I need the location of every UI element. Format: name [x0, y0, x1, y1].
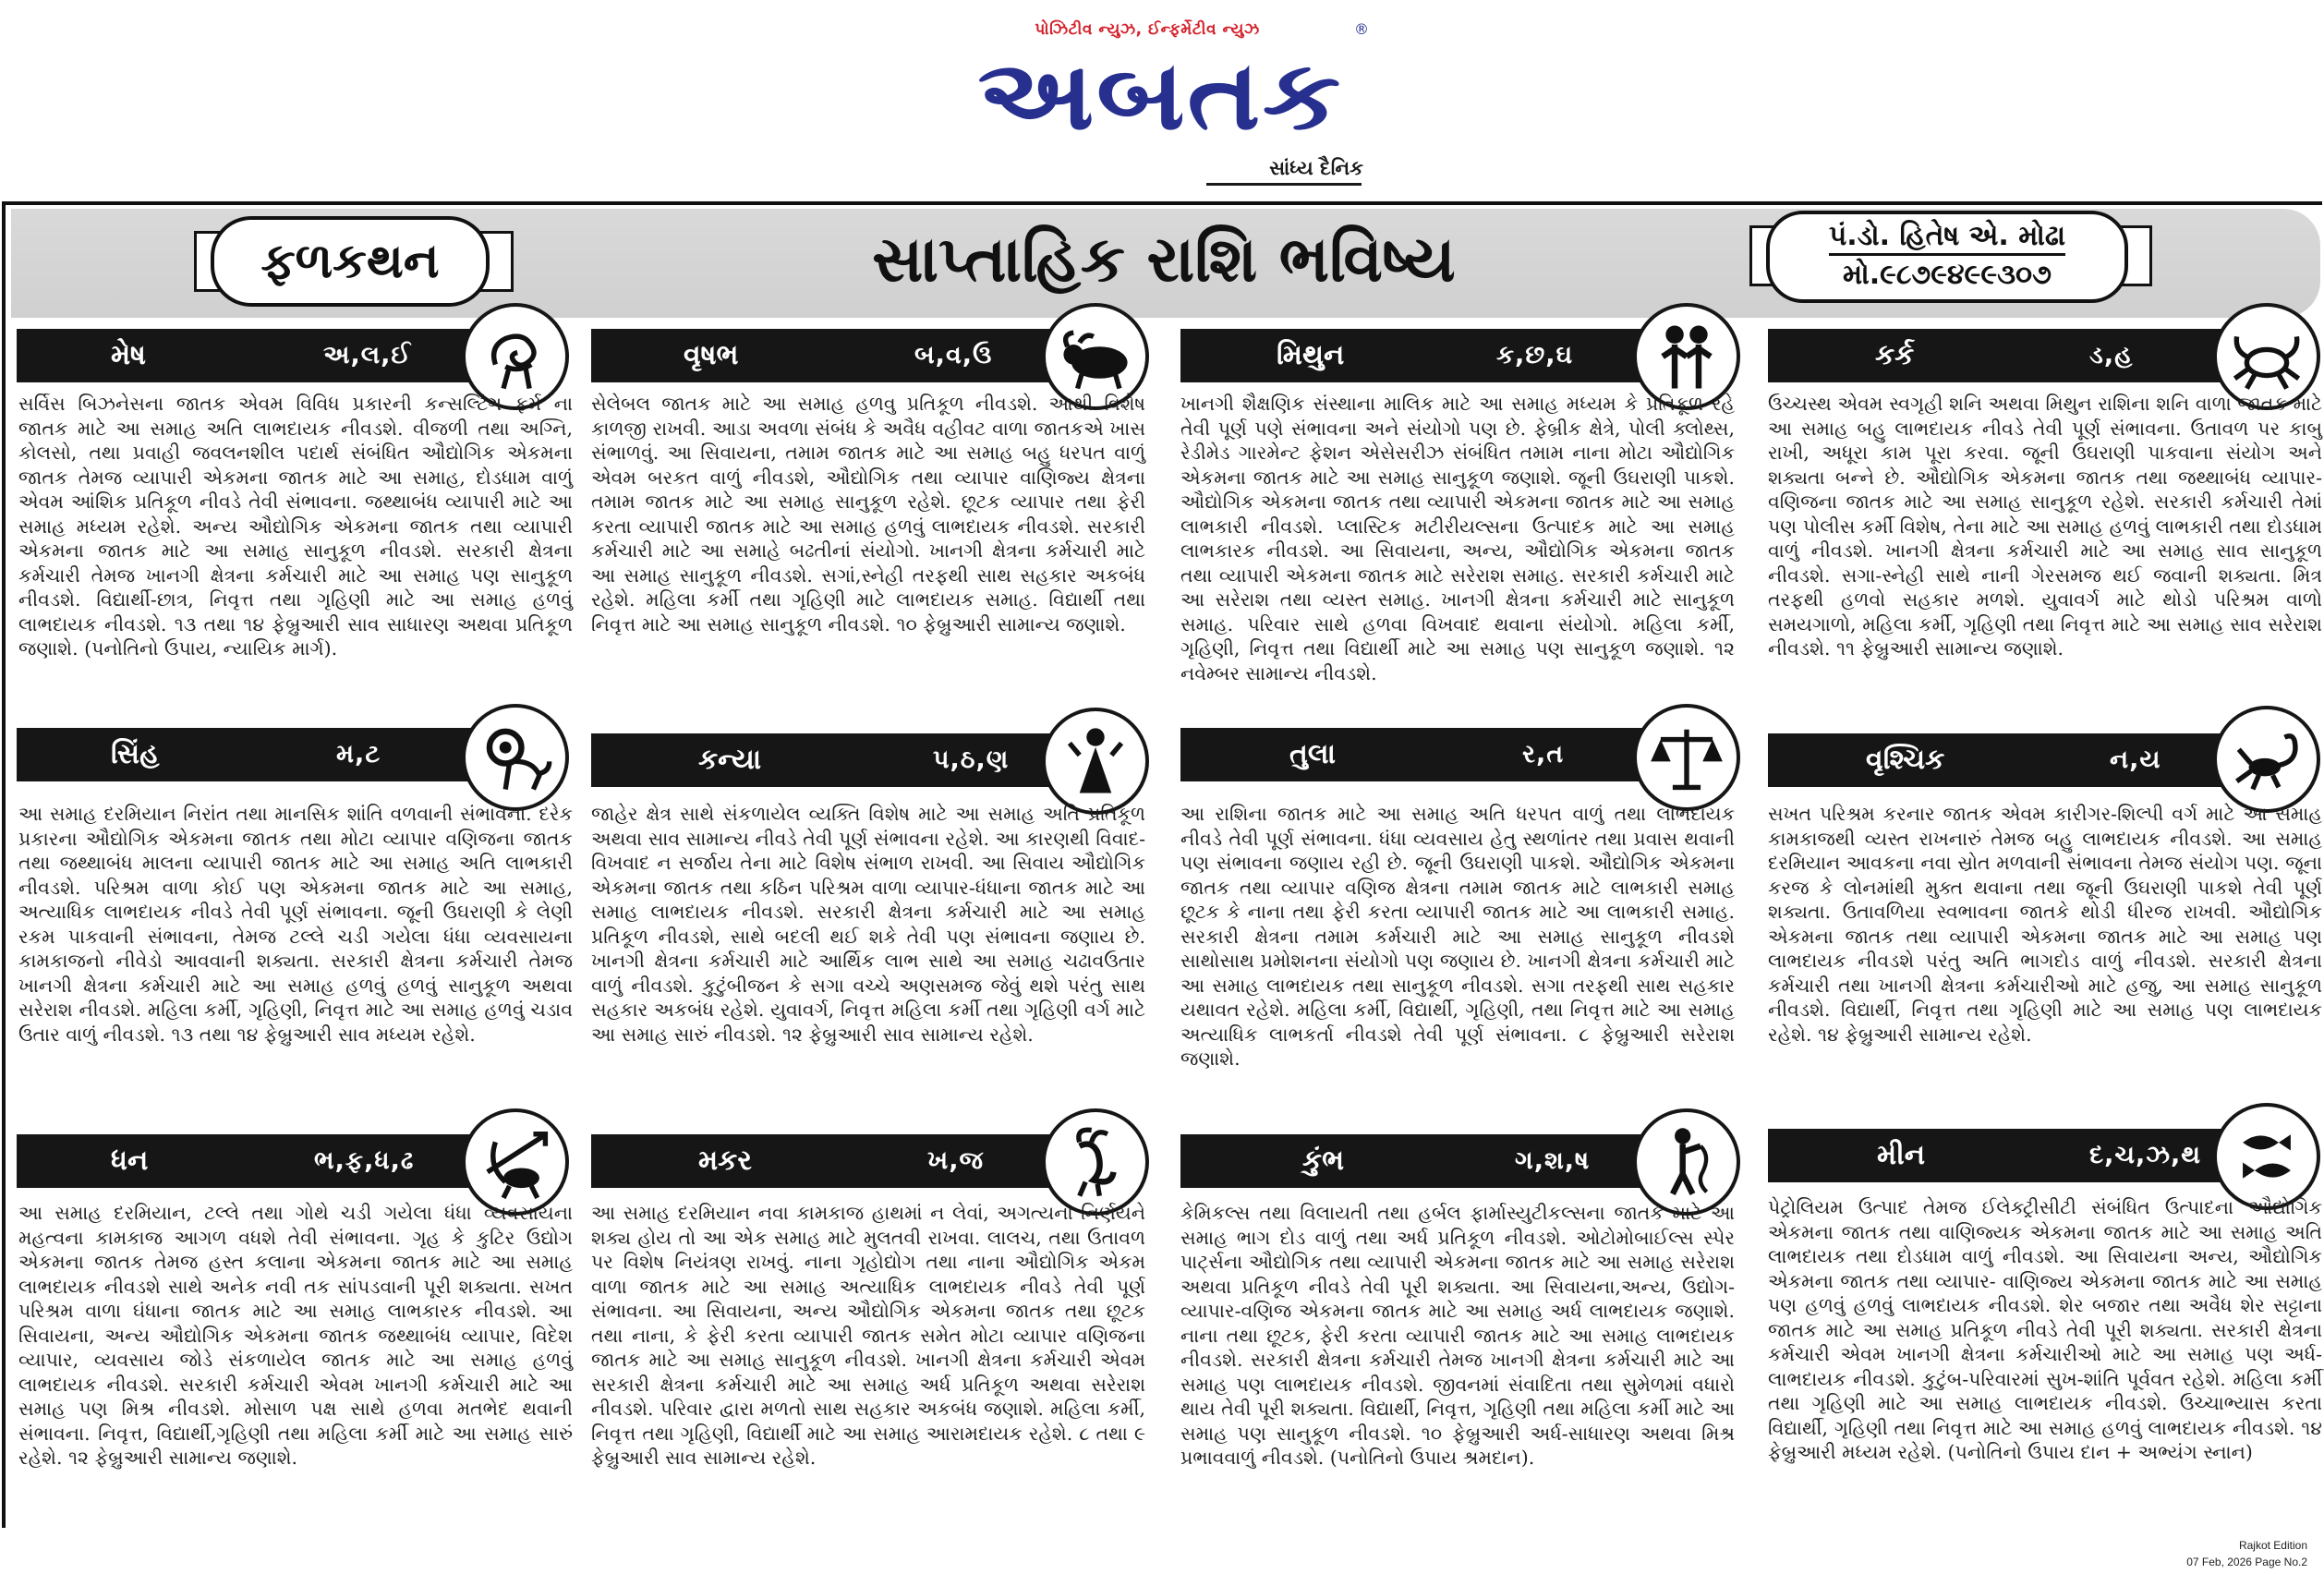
sign-name: મીન: [1877, 1139, 1926, 1171]
sign-header-sinh: [17, 728, 497, 781]
sign-header-vrushchik: [1768, 733, 2248, 787]
scorpion-icon: [2213, 706, 2320, 813]
sign-letters: ક,છ,ઘ: [1496, 341, 1574, 369]
sign-letters: ડ,હ: [2089, 341, 2134, 369]
water-bearer-icon: [1633, 1108, 1740, 1216]
sign-text-mesh: સર્વિસ બિઝનેસના જાતક એવમ વિવિધ પ્રકારની કન્સલ્ટિંગ ફર્મ ના જાતક માટે આ સમાહ અતિ લાભદાયક નીવડશે. વીજળી તથા અગ્નિ, કોલસો, તથા પ્રવાહી જવલનશીલ પદાર્થ સંબંધિત ઔદ્યોગિક એકમના જાતક તેમજ વ્યાપારી એકમના જાતક માટે આ સમાહ, દોડધામ વાળું એવમ આંશિક પ્રતિકૂળ નીવડે તેવી સંભાવના. જથ્થાબંધ વ્યાપારી માટે આ સમાહ મધ્યમ રહેશે. અન્ય ઔદ્યોગિક એકમના જાતક તથા વ્યાપારી એકમના જાતક માટે આ સમાહ સાનુકૂળ નીવડશે. સરકારી ક્ષેત્રના કર્મચારી તેમજ ખાનગી ક્ષેત્રના કર્મચારી માટે આ સમાહ પણ સાનુકૂળ નીવડશે. વિદ્યાર્થી-છાત્ર, નિવૃત્ત તથા ગૃહિણી માટે આ સમાહ હળવું લાભદાયક નીવડશે. ૧૩ તથા ૧૪ ફેબ્રુઆરી સાવ સાધારણ અથવા પ્રતિકૂળ જણાશે. (પનોતિનો ઉપાય, ન્યાયિક માર્ગ).: [18, 393, 573, 660]
sign-letters: મ,ટ: [336, 740, 381, 769]
sign-name: મિથુન: [1277, 339, 1345, 371]
maiden-icon: [1042, 708, 1149, 815]
sign-letters: ર,ત: [1522, 740, 1565, 769]
sign-name: કર્ક: [1875, 339, 1915, 371]
sign-letters: ભ,ફ,ધ,ઢ: [314, 1146, 415, 1175]
edition-label: Rajkot Edition: [2238, 1539, 2307, 1552]
sign-letters: દ,ચ,ઝ,થ: [2089, 1141, 2201, 1169]
sign-letters: ગ,શ,ષ: [1515, 1146, 1591, 1175]
sign-text-tula: આ રાશિના જાતક માટે આ સમાહ અતિ ધરપત વાળું તથા લાભદાયક નીવડે તેવી પૂર્ણ સંભાવના. ધંધા વ્યવસાય હેતુ સ્થળાંતર તથા પ્રવાસ થવાની પણ સંભાવના જણાય રહી છે. જૂની ઉઘરાણી પાકશે. ઔદ્યોગિક એકમના જાતક તથા વ્યાપાર વણિજ ક્ષેત્રના તમામ જાતક માટે લાભકારી સમાહ છૂટક કે નાના તથા ફેરી કરતા વ્યાપારી જાતક માટે આ લાભકારી સમાહ. સરકારી ક્ષેત્રના તમામ કર્મચારી માટે આ સમાહ સાનુકૂળ નીવડશે સાથોસાથ પ્રમોશનના સંયોગો પણ જણાય છે. ખાનગી ક્ષેત્રના કર્મચારી માટે આ સમાહ લાભદાયક તથા સાનુકૂળ નીવડશે. સગા તરફથી સાથ સહકાર યથાવત રહેશે. મહિલા કર્મી, વિદ્યાર્થી, ગૃહિણી, તથા નિવૃત્ત માટે આ સમાહ અત્યાધિક લાભકર્તા નીવડશે તેવી પૂર્ણ સંભાવના. ૮ ફેબ્રુઆરી સરેરાશ જણાશે.: [1180, 803, 1735, 1070]
sign-name: વૃષભ: [684, 339, 739, 371]
section-label: ફળકથન: [260, 234, 440, 289]
sign-name: ધન: [111, 1144, 149, 1177]
sign-letters: ન,ય: [2110, 745, 2161, 774]
sign-text-meen: પેટ્રોલિયમ ઉત્પાદ તેમજ ઈલેક્ટ્રીસીટી સંબંધિત ઉત્પાદના ઔદ્યોગિક એકમના જાતક તથા વાણિજ્યક એકમના જાતક માટે આ સમાહ અતિ લાભદાયક તથા દોડધામ વાળું નીવડશે. આ સિવાયના અન્ય, ઔદ્યોગિક એકમના જાતક તથા વ્યાપાર- વાણિજ્ય એકમના જાતક માટે આ સમાહ પણ હળવું હળવું લાભદાયક નીવડશે. શેર બજાર તથા અવૈધ શેર સટ્ટાના જાતક માટે આ સમાહ પ્રતિકૂળ નીવડે તેવી પૂરી શક્યતા. સરકારી ક્ષેત્રના કર્મચારી એવમ ખાનગી ક્ષેત્રના કર્મચારીઓ માટે આ સમાહ પણ અર્ધ-લાભદાયક નીવડશે. કુટુંબ-પરિવારમાં સુખ-શાંતિ પૂર્વવત રહેશે. મહિલા કર્મી તથા ગૃહિણી માટે આ સમાહ લાભદાયક નીવડશે. ઉચ્ચાભ્યાસ કરતા વિદ્યાર્થી, ગૃહિણી તથા નિવૃત્ત માટે આ સમાહ હળવું લાભદાયક નીવડશે. ૧૪ ફેબ્રુઆરી મધ્યમ રહેશે. (પનોતિનો ઉપાય દાન + અભ્યંગ સ્નાન): [1768, 1196, 2322, 1463]
masthead-tagline: પોઝિટીવ ન્યુઝ, ઈન્ફર્મેટીવ ન્યુઝ: [1035, 20, 1260, 39]
masthead-underline: [1206, 183, 1362, 186]
sign-name: કુંભ: [1302, 1144, 1345, 1177]
sign-letters: અ,લ,ઈ: [323, 341, 412, 369]
sign-name: કન્યા: [698, 744, 762, 776]
astrologer-name: પં.ડો. હિતેષ એ. મોઢા: [1828, 220, 2066, 252]
sign-header-mithun: [1180, 329, 1661, 382]
newspaper-logo: અબતક: [977, 39, 1343, 151]
sign-letters: બ,વ,ઉ: [914, 341, 993, 369]
page-title: સાપ્તાહિક રાશિ ભવિષ્ય: [872, 224, 1456, 297]
lion-icon: [462, 704, 569, 811]
fish-icon: [2213, 1103, 2320, 1210]
astrologer-phone: મો.૯૮૭૯૪૯૯૩૦૭: [1843, 259, 2052, 291]
masthead: [0, 0, 2324, 201]
sign-text-dhan: આ સમાહ દરમિયાન, ટલ્લે તથા ગોથે ચડી ગયેલા ધંધા વ્યવસાયના મહત્વના કામકાજ આગળ વધશે તેવી સંભાવના. ગૃહ કે કુટિર ઉદ્યોગ એકમના જાતક તેમજ હસ્ત કલાના એકમના જાતક માટે આ સમાહ લાભદાયક નીવડશે સાથે અનેક નવી તક સાંપડવાની પૂરી શક્યતા. સખત પરિશ્રમ વાળા ઘંધાના જાતક માટે આ સમાહ લાભકારક નીવડશે. આ સિવાયના, અન્ય ઔદ્યોગિક એકમના જાતક જથ્થાબંધ વ્યાપાર, વિદેશ વ્યાપાર, વ્યવસાય જોડે સંકળાયેલ જાતક માટે આ સમાહ હળવું લાભદાયક નીવડશે. સરકારી કર્મચારી એવમ ખાનગી કર્મચારી માટે આ સમાહ પણ મિશ્ર નીવડશે. મોસાળ પક્ષ સાથે હળવા મતભેદ થવાની સંભાવના. નિવૃત્ત, વિદ્યાર્થી,ગૃહિણી તથા મહિલા કર્મી માટે આ સમાહ સારું રહેશે. ૧૨ ફેબ્રુઆરી સામાન્ય જણાશે.: [18, 1202, 573, 1469]
sign-header-tula: [1180, 728, 1661, 781]
sign-letters: ખ,જ: [927, 1146, 984, 1175]
scales-icon: [1633, 704, 1740, 811]
sign-name: તુલા: [1289, 738, 1336, 770]
masthead-subtitle: સાંધ્ય દૈનિક: [1269, 157, 1363, 179]
sign-text-vrushchik: સખત પરિશ્રમ કરનાર જાતક એવમ કારીગર-શિલ્પી વર્ગ માટે આ સમાહ કામકાજથી વ્યસ્ત રાખનારું તેમજ બહુ લાભદાયક નીવડશે. આ સમાહ દરમિયાન આવકના નવા સ્રોત મળવાની સંભાવના તેમજ સંયોગ પણ. જૂના કરજ કે લોનમાંથી મુક્ત થવાના તથા જૂની ઉઘરાણી પાકશે તેવી પૂર્ણ શક્યતા. ઉતાવળિયા સ્વભાવના જાતકે થોડી ધીરજ રાખવી. ઔદ્યોગિક એકમના જાતક તથા વ્યાપારી એકમના જાતક માટે આ સમાહ પણ લાભદાયક નીવડશે પરંતુ અતિ ભાગદોડ વાળું નીવડશે. સરકારી ક્ષેત્રના કર્મચારી તથા ખાનગી ક્ષેત્રના કર્મચારીઓ માટે હજુ, આ સમાહ સાનુકૂળ નીવડશે. વિદ્યાર્થી, નિવૃત્ત તથા ગૃહિણી માટે આ સમાહ પણ લાભદાયક રહેશે. ૧૪ ફેબ્રુઆરી સામાન્ય રહેશે.: [1768, 803, 2322, 1046]
sign-header-vrushabh: [591, 329, 1071, 382]
sign-header-mesh: [17, 329, 497, 382]
goat-icon: [1042, 1108, 1149, 1216]
sign-text-kanya: જાહેર ક્ષેત્ર સાથે સંકળાયેલ વ્યક્તિ વિશેષ માટે આ સમાહ અતિ પ્રતિકૂળ અથવા સાવ સામાન્ય નીવડે તેવી પૂર્ણ સંભાવના રહેશે. આ કારણથી વિવાદ-વિખવાદ ન સર્જાય તેના માટે વિશેષ સંભાળ રાખવી. આ સિવાય ઔદ્યોગિક એકમના જાતક તથા કઠિન પરિશ્રમ વાળા વ્યાપાર-ધંધાના જાતક માટે આ સમાહ લાભદાયક નીવડશે. સરકારી ક્ષેત્રના કર્મચારી માટે આ સમાહ પ્રતિકૂળ નીવડશે, સાથે બદલી થઈ શકે તેવી પણ સંભાવના જણાય છે. ખાનગી ક્ષેત્રના કર્મચારી માટે આર્થિક લાભ સાથે આ સમાહ ચઢાવઉતાર વાળું નીવડશે. કુટુંબીજન કે સગા વચ્ચે અણસમજ જેવું થશે પરંતુ સાથ સહકાર અકબંધ રહેશે. યુવાવર્ગ, નિવૃત્ત મહિલા કર્મી તથા ગૃહિણી વર્ગ માટે આ સમાહ સારું નીવડશે. ૧૨ ફેબ્રુઆરી સાવ સામાન્ય રહેશે.: [591, 803, 1145, 1046]
sign-text-mithun: ખાનગી શૈક્ષણિક સંસ્થાના માલિક માટે આ સમાહ મધ્યમ કે પ્રતિકૂળ રહે તેવી પૂર્ણ પણે સંભાવના અને સંયોગો પણ છે. ફેબ્રીક ક્ષેત્રે, પોલી ક્લોથ્સ, રેડીમેડ ગારમેન્ટ ફેશન એસેસરીઝ સંબંધિત તમામ નાના મોટા ઔદ્યોગિક એકમના જાતક માટે આ સમાહ સાનુકૂળ જણાશે. જૂની ઉઘરાણી પાકશે. ઔદ્યોગિક એકમના જાતક તથા વ્યાપારી એકમના જાતક માટે આ સમાહ લાભકારી નીવડશે. પ્લાસ્ટિક મટીરીયલ્સના ઉત્પાદક માટે આ સમાહ લાભકારક નીવડશે. આ સિવાયના, અન્ય, ઔદ્યોગિક એકમના જાતક તથા વ્યાપારી એકમના જાતક માટે સરેરાશ સમાહ. સરકારી કર્મચારી માટે આ સરેરાશ તથા વ્યસ્ત સમાહ. ખાનગી ક્ષેત્રના કર્મચારી માટે સાનુકૂળ સમાહ. પરિવાર સાથે હળવા વિખવાદ થવાના સંયોગો. મહિલા કર્મી, ગૃહિણી, નિવૃત્ત તથા વિદ્યાર્થી માટે આ સમાહ પણ સાનુકૂળ જણાશે. ૧૨ નવેમ્બર સામાન્ય નીવડશે.: [1180, 393, 1735, 684]
sign-header-makar: [591, 1134, 1071, 1188]
sign-text-vrushabh: સેલેબલ જાતક માટે આ સમાહ હળવુ પ્રતિકૂળ નીવડશે. આથી વિશેષ કાળજી રાખવી. આડા અવળા સંબંધ કે અવૈધ વહીવટ વાળા જાતકએ ખાસ સંભાળવું. આ સિવાયના, તમામ જાતક માટે આ સમાહ બહુ ધરપત વાળું એવમ બરકત વાળું નીવડશે, ઔદ્યોગિક તથા વ્યાપાર વાણિજ્ય ક્ષેત્રના તમામ જાતક માટે આ સમાહ સાનુકૂળ રહેશે. છૂટક વ્યાપાર તથા ફેરી કરતા વ્યાપારી જાતક માટે આ સમાહ હળવું લાભદાયક નીવડશે. સરકારી કર્મચારી માટે આ સમાહે બઢતીનાં સંયોગો. ખાનગી ક્ષેત્રના કર્મચારી માટે આ સમાહ સાનુકૂળ નીવડશે. સગાં,સ્નેહી તરફથી સાથ સહકાર અકબંધ રહેશે. મહિલા કર્મી તથા ગૃહિણી માટે લાભદાયક સમાહ. વિદ્યાર્થી તથા નિવૃત્ત માટે આ સમાહ સાનુકૂળ નીવડશે. ૧૦ ફેબ્રુઆરી સામાન્ય જણાશે.: [591, 393, 1145, 636]
sign-name: મકર: [698, 1144, 752, 1177]
astrologer-divider: [1829, 253, 2065, 256]
sign-letters: પ,ઠ,ણ: [933, 745, 1010, 774]
date-page-label: 07 Feb, 2026 Page No.2: [2186, 1556, 2307, 1568]
sign-text-sinh: આ સમાહ દરમિયાન નિરાંત તથા માનસિક શાંતિ વળવાની સંભાવના. દરેક પ્રકારના ઔદ્યોગિક એકમના જાતક તથા મોટા વ્યાપાર વણિજના જાતક તથા જથ્થાબંધ માલના વ્યાપારી જાતક માટે આ સમાહ અતિ લાભકારી નીવડશે. પરિશ્રમ વાળા કોઈ પણ એકમના જાતક માટે આ સમાહ, અત્યાધિક લાભદાયક નીવડે તેવી પૂર્ણ સંભાવના. જૂની ઉઘરાણી કે લેણી રકમ પાકવાની સંભાવના, તેમજ ટલ્લે ચડી ગયેલા ધંધા વ્યવસાયના કામકાજનો નીવેડો આવવાની શક્યતા. સરકારી ક્ષેત્રના કર્મચારી તેમજ ખાનગી ક્ષેત્રના કર્મચારી માટે આ સમાહ હળવું હળવું સાનુકૂળ અથવા સરેરાશ નીવડશે. મહિલા કર્મી, ગૃહિણી, નિવૃત્ત માટે આ સમાહ હળવું ચડાવ ઉતાર વાળું નીવડશે. ૧૩ તથા ૧૪ ફેબ્રુઆરી સાવ મધ્યમ રહેશે.: [18, 803, 573, 1046]
sign-name: સિંહ: [111, 738, 160, 770]
sign-text-kumbh: કેમિકલ્સ તથા વિલાયતી તથા હર્બલ ફાર્માસ્યુટીકલ્સના જાતક માટે આ સમાહ ભાગ દોડ વાળું તથા અર્ધ પ્રતિકૂળ નીવડશે. ઓટોમોબાઈલ્સ સ્પેર પાર્ટ્સના ઔદ્યોગિક તથા વ્યાપારી એકમના જાતક માટે આ સમાહ સરેરાશ અથવા પ્રતિકૂળ નીવડે તેવી પૂરી શક્યતા. આ સિવાયના,અન્ય, ઉદ્યોગ-વ્યાપાર-વણિજ એકમના જાતક માટે આ સમાહ અર્ધ લાભદાયક જણાશે. નાના તથા છૂટક, ફેરી કરતા વ્યાપારી જાતક માટે આ સમાહ લાભદાયક નીવડશે. સરકારી ક્ષેત્રના કર્મચારી તેમજ ખાનગી ક્ષેત્રના કર્મચારી માટે આ સમાહ પણ લાભદાયક નીવડશે. જીવનમાં સંવાદિતા તથા સુમેળમાં વધારો થાય તેવી પૂરી શક્યતા. વિદ્યાર્થી, નિવૃત્ત, ગૃહિણી તથા મહિલા કર્મી માટે આ સમાહ પણ સાનુકૂળ નીવડશે. ૧૦ ફેબ્રુઆરી અર્ધ-સાધારણ અથવા મિશ્ર પ્રભાવવાળું નીવડશે. (પનોતિનો ઉપાય શ્રમદાન).: [1180, 1202, 1735, 1469]
sign-text-kark: ઉચ્ચસ્થ એવમ સ્વગૃહી શનિ અથવા મિથુન રાશિના શનિ વાળા જાતક માટે આ સમાહ બહુ લાભદાયક નીવડે તેવી પૂર્ણ સંભાવના. ઉતાવળ પર કાબુ રાખી, અધૂરા કામ પૂરા કરવા. જૂની ઉઘરાણી પાકવાના સંયોગ અને શક્યતા બન્ને છે. ઔદ્યોગિક એકમના જાતક તથા જથ્થાબંધ વ્યાપાર-વણિજના જાતક માટે આ સમાહ સાનુકૂળ રહેશે. સરકારી કર્મચારી તેમાં પણ પોલીસ કર્મી વિશેષ, તેના માટે આ સમાહ હળવું લાભકારી તથા દોડધામ વાળું નીવડશે. ખાનગી ક્ષેત્રના કર્મચારી માટે આ સમાહ સાવ સાનુકૂળ નીવડશે. સગા-સ્નેહી સાથે નાની ગેરસમજ થઈ જવાની શક્યતા. મિત્ર તરફથી હળવો સહકાર મળશે. યુવાવર્ગ માટે થોડો પરિશ્રમ વાળો સમયગાળો, મહિલા કર્મી, ગૃહિણી તથા નિવૃત્ત માટે આ સમાહ સાવ સરેરાશ નીવડશે. ૧૧ ફેબ્રુઆરી સામાન્ય જણાશે.: [1768, 393, 2322, 660]
sign-header-dhan: [17, 1134, 497, 1188]
sign-name: મેષ: [111, 339, 146, 371]
archer-icon: [462, 1108, 569, 1216]
registered-mark: ®: [1354, 20, 1369, 38]
sign-name: વૃશ્ચિક: [1866, 744, 1945, 776]
sign-header-kark: [1768, 329, 2248, 382]
sign-text-makar: આ સમાહ દરમિયાન નવા કામકાજ હાથમાં ન લેવાં, અગત્યના નિર્ણયને શક્ય હોય તો આ એક સમાહ માટે મુલતવી રાખવા. લાલચ, તથા ઉતાવળ પર વિશેષ નિયંત્રણ રાખવું. નાના ગૃહોદ્યોગ તથા નાના ઔદ્યોગિક એકમ વાળા જાતક માટે આ સમાહ અત્યાધિક લાભદાયક નીવડે તેવી પૂર્ણ સંભાવના. આ સિવાયના, અન્ય ઔદ્યોગિક એકમના જાતક તથા છૂટક તથા નાના, કે ફેરી કરતા વ્યાપારી જાતક સમેત મોટા વ્યાપાર વણિજના જાતક માટે આ સમાહ સાનુકૂળ નીવડશે. ખાનગી ક્ષેત્રના કર્મચારી એવમ સરકારી ક્ષેત્રના કર્મચારી માટે આ સમાહ અર્ધ પ્રતિકૂળ અથવા સરેરાશ નીવડશે. પરિવાર દ્વારા મળતો સાથ સહકાર અકબંધ જણાશે. મહિલા કર્મી, નિવૃત્ત તથા ગૃહિણી, વિદ્યાર્થી માટે આ સમાહ આરામદાયક રહેશે. ૮ તથા ૯ ફેબ્રુઆરી સાવ સામાન્ય રહેશે.: [591, 1202, 1145, 1469]
